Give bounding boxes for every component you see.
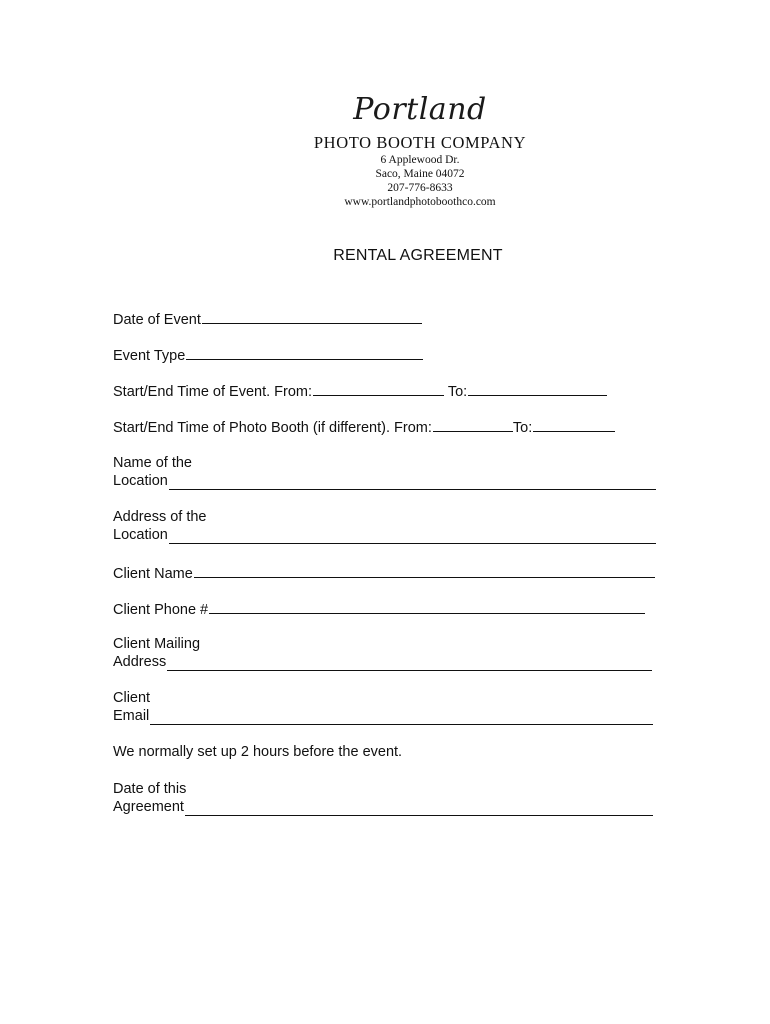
company-name: PHOTO BOOTH COMPANY [313, 133, 527, 152]
location-address-field [113, 508, 656, 544]
setup-note: We normally set up 2 hours before the event. [113, 744, 403, 760]
company-website: www.portlandphotoboothco.com [344, 196, 496, 208]
booth-time-to-label: To: [512, 420, 533, 436]
event-time-to-label: To: [447, 384, 468, 400]
agreement-date-field [113, 780, 653, 816]
address-line-1: 6 Applewood Dr. [380, 154, 460, 166]
location-address-line[interactable] [169, 529, 656, 544]
location-name-field [113, 454, 656, 490]
client-email-field [113, 689, 653, 725]
location-name-line[interactable] [169, 475, 656, 490]
event-time-field [113, 381, 607, 401]
client-phone-label: Client Phone # [113, 602, 209, 618]
event-time-from-label: Start/End Time of Event. From: [113, 384, 313, 400]
event-type-field [113, 345, 423, 365]
location-name-label-line2: Location [113, 473, 168, 489]
client-name-label: Client Name [113, 566, 193, 582]
document-title: RENTAL AGREEMENT [333, 247, 503, 264]
location-name-label-line1: Name of the [113, 455, 192, 471]
date-of-event-line[interactable] [202, 309, 422, 324]
client-email-label-line1: Client [113, 690, 151, 706]
company-phone: 207-776-8633 [387, 182, 453, 194]
client-phone-field [113, 599, 645, 619]
date-of-event-label: Date of Event [113, 312, 201, 328]
client-mailing-field [113, 635, 652, 671]
company-logo: Portland [353, 92, 487, 127]
location-address-label-line2: Location [113, 527, 168, 543]
agreement-date-label-line2: Agreement [113, 799, 184, 815]
address-line-2: Saco, Maine 04072 [375, 168, 465, 180]
event-time-from-line[interactable] [313, 381, 444, 396]
client-phone-line[interactable] [209, 599, 645, 614]
agreement-date-line[interactable] [185, 801, 653, 816]
booth-time-from-label: Start/End Time of Photo Booth (if different). From: [113, 420, 432, 436]
client-name-field [113, 563, 655, 583]
client-email-label-line2: Email [113, 708, 150, 724]
agreement-date-label-line1: Date of this [113, 781, 187, 797]
client-mailing-label-line1: Client Mailing [113, 636, 201, 652]
client-mailing-line[interactable] [167, 656, 652, 671]
client-mailing-label-line2: Address [113, 654, 167, 670]
event-type-label: Event Type [113, 348, 186, 364]
event-time-to-line[interactable] [468, 381, 607, 396]
booth-time-from-line[interactable] [433, 417, 513, 432]
location-address-label-line1: Address of the [113, 509, 207, 525]
client-name-line[interactable] [194, 563, 655, 578]
client-email-line[interactable] [150, 710, 653, 725]
booth-time-to-line[interactable] [533, 417, 615, 432]
event-type-line[interactable] [186, 345, 423, 360]
date-of-event-field [113, 309, 422, 329]
booth-time-field [113, 417, 615, 437]
